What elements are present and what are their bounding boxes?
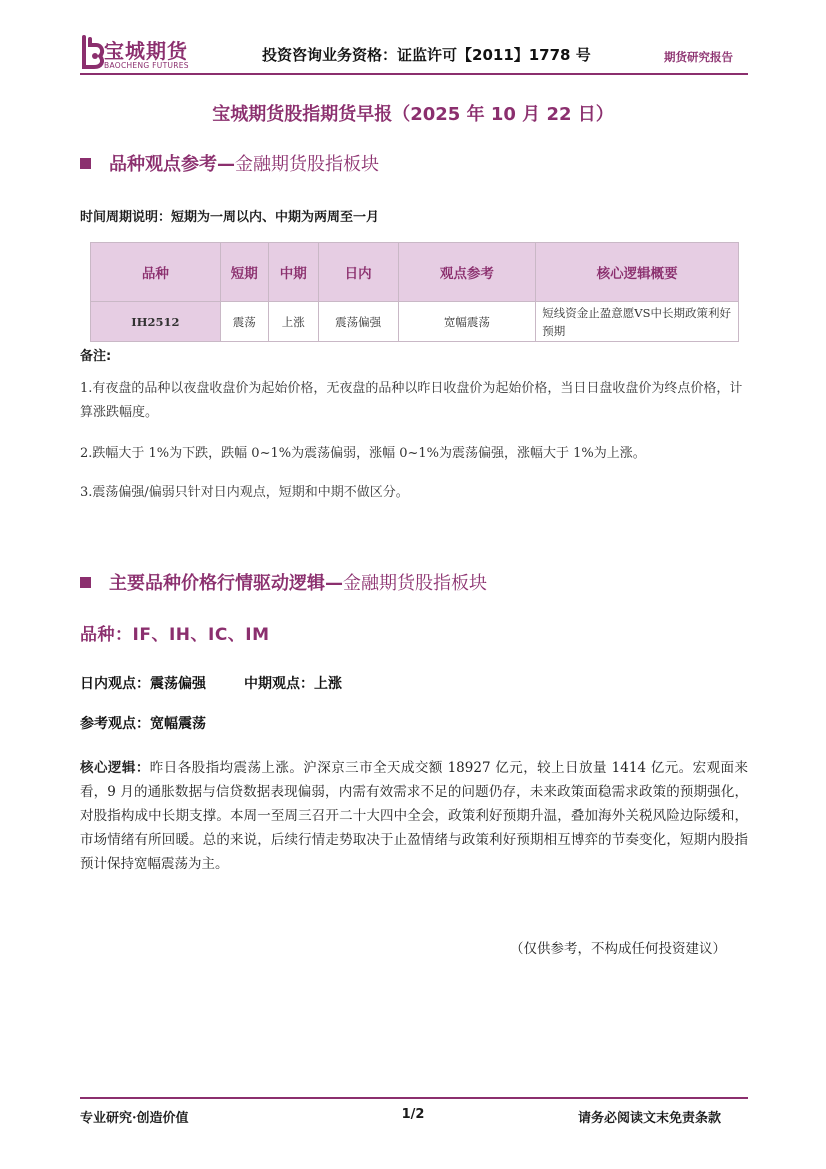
cell-mid: 上涨 (268, 302, 318, 342)
table-header-row (91, 243, 739, 302)
section-heading-main: 品种观点参考— (109, 154, 235, 175)
period-note: 时间周期说明：短期为一周以内、中期为两周至一月 (80, 210, 380, 225)
reference-view: 参考观点：宽幅震荡 (80, 716, 206, 732)
note-item-1: 1.有夜盘的品种以夜盘收盘价为起始价格，无夜盘的品种以昨日收盘价为起始价格，当日日盘收盘价为终点价格，计算涨跌幅度。 (80, 381, 743, 420)
col-header-short: 短期 (220, 243, 268, 302)
intraday-view: 日内观点：震荡偏强 (80, 676, 206, 692)
col-header-view: 观点参考 (398, 243, 536, 302)
square-bullet-icon (80, 577, 91, 588)
cell-intraday: 震荡偏强 (318, 302, 398, 342)
cell-short: 震荡 (220, 302, 268, 342)
cell-code: IH2512 (91, 302, 221, 342)
core-logic-paragraph (80, 756, 748, 876)
core-logic-label: 核心逻辑： (80, 760, 150, 776)
footer-disclaimer-link: 请务必阅读文末免责条款 (578, 1111, 722, 1126)
table-row (91, 302, 739, 342)
col-header-logic: 核心逻辑概要 (536, 243, 739, 302)
logo-text-cn: 宝城期货 (104, 39, 188, 63)
variety-line: 品种：IF、IH、IC、IM (80, 625, 270, 645)
note-item-2: 2.跌幅大于 1%为下跌，跌幅 0~1%为震荡偏弱，涨幅 0~1%为震荡偏强，涨幅大于 1%为上涨。 (80, 446, 646, 461)
views-table (90, 242, 739, 342)
cell-logic: 短线资金止盈意愿VS中长期政策利好预期 (536, 302, 739, 342)
cell-view: 宽幅震荡 (398, 302, 536, 342)
report-type-label: 期货研究报告 (664, 50, 733, 64)
note-item-3: 3.震荡偏强/偏弱只针对日内观点，短期和中期不做区分。 (80, 485, 409, 500)
notes-title: 备注: (80, 349, 112, 364)
col-header-variety: 品种 (91, 243, 221, 302)
section-heading-main: 主要品种价格行情驱动逻辑— (109, 573, 343, 594)
page-number: 1/2 (401, 1107, 425, 1122)
baocheng-logo-icon (80, 34, 106, 70)
section-heading-views (80, 150, 379, 176)
logo-text-en: BAOCHENG FUTURES (104, 61, 189, 70)
square-bullet-icon (80, 158, 91, 169)
footer-divider (80, 1097, 748, 1099)
section-heading-sub: 金融期货股指板块 (235, 154, 379, 175)
header-divider (80, 73, 748, 75)
section-heading-sub: 金融期货股指板块 (343, 573, 487, 594)
qualification-text: 投资咨询业务资格：证监许可【2011】1778 号 (262, 46, 591, 64)
col-header-mid: 中期 (268, 243, 318, 302)
section-heading-logic (80, 569, 487, 595)
midterm-view: 中期观点：上涨 (244, 676, 342, 692)
footer-slogan: 专业研究·创造价值 (80, 1111, 189, 1126)
disclaimer-text: （仅供参考，不构成任何投资建议） (510, 941, 726, 957)
views-line (80, 673, 342, 693)
col-header-intraday: 日内 (318, 243, 398, 302)
core-logic-text: 昨日各股指均震荡上涨。沪深京三市全天成交额 18927 亿元，较上日放量 1414 亿元。宏观面来看，9 月的通胀数据与信贷数据表现偏弱，内需有效需求不足的问题仍存，未来政策面稳需求政策的预期强化，对股指构成中长期支撑。本周一至周三召开二十大四中全会，政策利好预期升温，叠加海外关税风险边际缓和，市场情绪有所回暖。总的来说，后续行情走势取决于止盈情绪与政策利好预期相互博弈的节奏变化，短期内股指预计保持宽幅震荡为主。 (80, 760, 749, 872)
document-title: 宝城期货股指期货早报（2025 年 10 月 22 日） (212, 104, 614, 125)
